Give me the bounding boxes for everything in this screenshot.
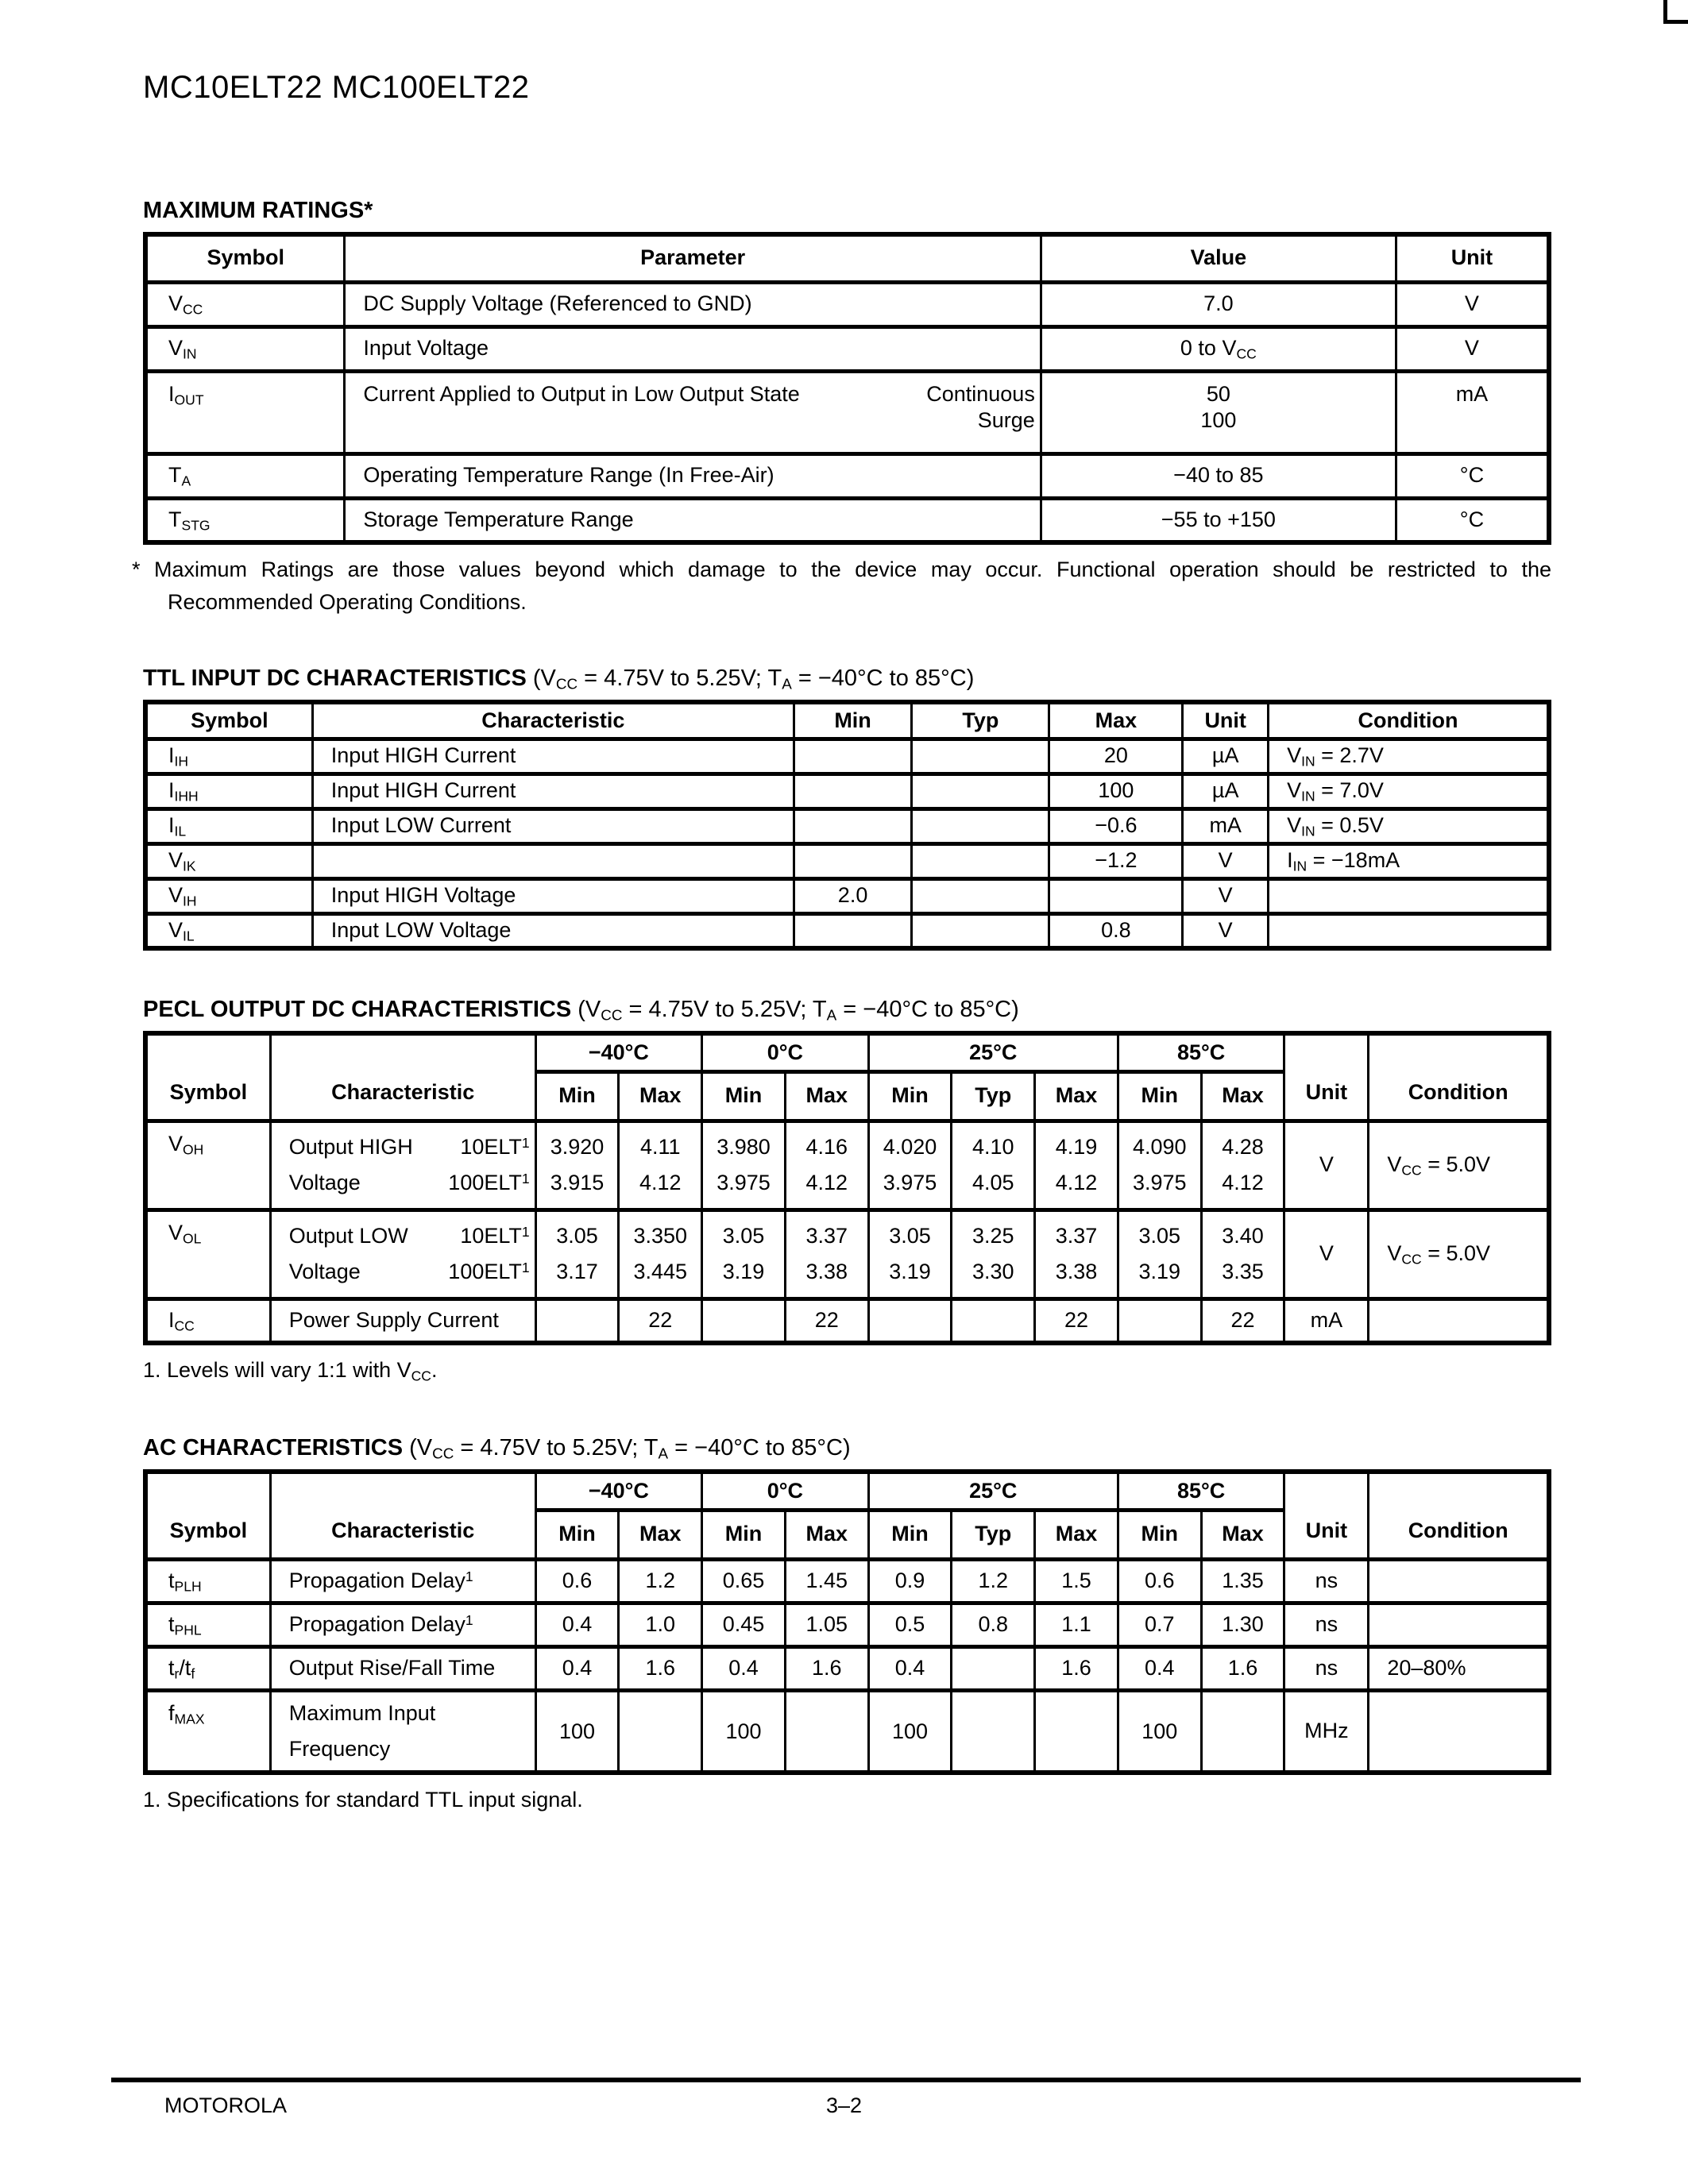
cell: 50 100 <box>1041 371 1396 453</box>
column-header: Max <box>1035 1510 1118 1559</box>
cell <box>794 774 911 808</box>
column-header: Characteristic <box>312 702 794 739</box>
cell: 4.090 3.975 <box>1118 1121 1201 1210</box>
section-heading-pecl-output-dc <box>143 997 1551 1023</box>
cell: 1.2 <box>619 1559 702 1603</box>
cell: 0.4 <box>535 1603 619 1646</box>
cell: $I_{OUT}$ <box>145 371 345 453</box>
table-row <box>145 1603 1549 1646</box>
footer-page-number: 3–2 <box>825 2093 863 2117</box>
cell <box>535 1298 619 1343</box>
cell: Output Rise/Fall Time <box>270 1646 535 1690</box>
column-header: Max <box>785 1071 868 1121</box>
column-header: Min <box>868 1071 952 1121</box>
cell: V <box>1284 1121 1369 1210</box>
cell: 1.6 <box>1201 1646 1284 1690</box>
cell <box>912 774 1049 808</box>
temp-group-header: 25°C <box>868 1033 1118 1071</box>
temp-group-header: 85°C <box>1118 1033 1284 1071</box>
table-row <box>145 1033 1549 1071</box>
column-header: Characteristic <box>270 1033 535 1121</box>
cell: $V_{IK}$ <box>145 843 312 878</box>
cell: Input LOW Voltage <box>312 913 794 948</box>
table <box>143 1031 1551 1345</box>
cell: −55 to +150 <box>1041 498 1396 542</box>
cell: Maximum Input Frequency <box>270 1690 535 1773</box>
cell: 0.45 <box>702 1603 786 1646</box>
cell <box>1201 1690 1284 1773</box>
heading-bold: PECL OUTPUT DC CHARACTERISTICS <box>143 997 572 1023</box>
cell: 0.8 <box>1049 913 1183 948</box>
cell: Input LOW Current <box>312 808 794 843</box>
temp-group-header: 0°C <box>702 1033 869 1071</box>
cell: 1.6 <box>1035 1646 1118 1690</box>
column-header: Max <box>1201 1510 1284 1559</box>
cell: 1.2 <box>952 1559 1035 1603</box>
cell: $V_{IN}$ <box>145 326 345 371</box>
cell: 4.28 4.12 <box>1201 1121 1284 1210</box>
cell: V <box>1284 1210 1369 1298</box>
cell: °C <box>1396 498 1549 542</box>
cell: ns <box>1284 1646 1369 1690</box>
column-header: Symbol <box>145 1033 270 1121</box>
cell <box>794 843 911 878</box>
cell <box>1369 1559 1549 1603</box>
cell <box>619 1690 702 1773</box>
cell: 3.25 3.30 <box>952 1210 1035 1298</box>
cell: Propagation Delay$^1$ <box>270 1603 535 1646</box>
cell: mA <box>1183 808 1269 843</box>
footer-rule <box>111 2078 1581 2082</box>
cell: 100 <box>535 1690 619 1773</box>
cell: $V_{CC} = 5.0V$ <box>1369 1210 1549 1298</box>
table-row <box>145 1121 1549 1210</box>
cell: 0.9 <box>868 1559 952 1603</box>
cell: 0.7 <box>1118 1603 1201 1646</box>
cell: $t_r/t_f$ <box>145 1646 270 1690</box>
cell: 1.5 <box>1035 1559 1118 1603</box>
cell <box>794 913 911 948</box>
maximum-ratings-footnote <box>132 556 1551 616</box>
cell: 4.16 4.12 <box>785 1121 868 1210</box>
cell: 20–80% <box>1369 1646 1549 1690</box>
cell: 0.6 <box>535 1559 619 1603</box>
cell: 1.0 <box>619 1603 702 1646</box>
table-row <box>145 1210 1549 1298</box>
cell: Input HIGH Current <box>312 774 794 808</box>
section-heading-ttl-input-dc <box>143 666 1551 692</box>
cell: 100 <box>1118 1690 1201 1773</box>
cell: Output LOW 10ELT$^1$ Voltage 100ELT$^1$ <box>270 1210 535 1298</box>
cell: 0.4 <box>535 1646 619 1690</box>
section-heading-ac-characteristics <box>143 1435 1551 1461</box>
heading-bold: AC CHARACTERISTICS <box>143 1435 404 1461</box>
cell <box>912 913 1049 948</box>
cell: Operating Temperature Range (In Free-Air) <box>345 453 1041 498</box>
corner-crop-mark <box>1663 0 1688 24</box>
cell: Propagation Delay$^1$ <box>270 1559 535 1603</box>
cell: 0 to $V_{CC}$ <box>1041 326 1396 371</box>
temp-group-header: −40°C <box>535 1472 702 1510</box>
cell: 22 <box>785 1298 868 1343</box>
cell: 22 <box>619 1298 702 1343</box>
cell: 3.980 3.975 <box>702 1121 786 1210</box>
cell: 100 <box>868 1690 952 1773</box>
column-header: Value <box>1041 234 1396 282</box>
cell: $f_{MAX}$ <box>145 1690 270 1773</box>
cell: 1.6 <box>619 1646 702 1690</box>
cell <box>1049 878 1183 913</box>
cell: Output HIGH 10ELT$^1$ Voltage 100ELT$^1$ <box>270 1121 535 1210</box>
cell: V <box>1183 913 1269 948</box>
cell: 4.11 4.12 <box>619 1121 702 1210</box>
column-header: Min <box>535 1510 619 1559</box>
cell <box>785 1690 868 1773</box>
cell <box>1369 1690 1549 1773</box>
cell: −0.6 <box>1049 808 1183 843</box>
maximum-ratings-table <box>143 232 1551 545</box>
cell <box>1118 1298 1201 1343</box>
column-header: Unit <box>1284 1472 1369 1559</box>
temp-group-header: 0°C <box>702 1472 869 1510</box>
column-header: Typ <box>952 1071 1035 1121</box>
table-row <box>145 878 1549 913</box>
cell: $t_{PLH}$ <box>145 1559 270 1603</box>
cell: Power Supply Current <box>270 1298 535 1343</box>
table-row <box>145 1472 1549 1510</box>
table-row <box>145 234 1549 282</box>
cell: 0.4 <box>1118 1646 1201 1690</box>
temp-group-header: 25°C <box>868 1472 1118 1510</box>
cell: $I_{CC}$ <box>145 1298 270 1343</box>
cell: 0.4 <box>868 1646 952 1690</box>
cell: $I_{IL}$ <box>145 808 312 843</box>
ac-footnote: 1. Specifications for standard TTL input signal. <box>143 1788 583 1812</box>
cell: $V_{OH}$ <box>145 1121 270 1210</box>
cell <box>912 808 1049 843</box>
cell: $T_A$ <box>145 453 345 498</box>
cell: 4.19 4.12 <box>1035 1121 1118 1210</box>
heading-bold: MAXIMUM RATINGS* <box>143 198 373 223</box>
column-header: Unit <box>1396 234 1549 282</box>
cell <box>1035 1690 1118 1773</box>
table <box>143 700 1551 951</box>
ac-characteristics-table <box>143 1469 1551 1775</box>
cell: 0.4 <box>702 1646 786 1690</box>
column-header: Symbol <box>145 234 345 282</box>
column-header: Max <box>1035 1071 1118 1121</box>
cell: 3.05 3.19 <box>868 1210 952 1298</box>
table-row <box>145 843 1549 878</box>
heading-condition: ($V_{CC} = 4.75V$ to 5.25V; $T_A = -40^\circ C$ to 85°C) <box>571 997 1019 1024</box>
cell: 0.5 <box>868 1603 952 1646</box>
cell: 22 <box>1201 1298 1284 1343</box>
cell: $V_{OL}$ <box>145 1210 270 1298</box>
cell: $T_{STG}$ <box>145 498 345 542</box>
cell: 3.40 3.35 <box>1201 1210 1284 1298</box>
cell: $I_{IH}$ <box>145 739 312 774</box>
column-header: Min <box>794 702 911 739</box>
cell: µA <box>1183 774 1269 808</box>
cell: DC Supply Voltage (Referenced to GND) <box>345 282 1041 326</box>
table-row <box>145 1646 1549 1690</box>
column-header: Condition <box>1369 1472 1549 1559</box>
pecl-footnote: 1. Levels will vary 1:1 with $V_{CC}$. <box>143 1358 438 1384</box>
cell: 0.8 <box>952 1603 1035 1646</box>
cell: 3.37 3.38 <box>785 1210 868 1298</box>
cell: 1.1 <box>1035 1603 1118 1646</box>
cell: $I_{IHH}$ <box>145 774 312 808</box>
footnote-line-1: * Maximum Ratings are those values beyond which damage to the device may occur. Functional operation should be restricted to the <box>132 558 1551 581</box>
cell: 1.30 <box>1201 1603 1284 1646</box>
temp-group-header: −40°C <box>535 1033 702 1071</box>
cell: 3.05 3.17 <box>535 1210 619 1298</box>
ttl-input-dc-table <box>143 700 1551 951</box>
column-header: Symbol <box>145 1472 270 1559</box>
table-row <box>145 1690 1549 1773</box>
table <box>143 232 1551 545</box>
column-header: Min <box>1118 1071 1201 1121</box>
cell <box>1369 1603 1549 1646</box>
cell: 22 <box>1035 1298 1118 1343</box>
cell: 1.45 <box>785 1559 868 1603</box>
table-row <box>145 282 1549 326</box>
table-row <box>145 702 1549 739</box>
column-header: Typ <box>952 1510 1035 1559</box>
cell: $V_{IN} = 2.7V$ <box>1269 739 1549 774</box>
cell: 3.920 3.915 <box>535 1121 619 1210</box>
cell: 1.35 <box>1201 1559 1284 1603</box>
cell: 100 <box>702 1690 786 1773</box>
column-header: Max <box>1201 1071 1284 1121</box>
column-header: Max <box>619 1510 702 1559</box>
temp-group-header: 85°C <box>1118 1472 1284 1510</box>
cell <box>912 878 1049 913</box>
table-row <box>145 913 1549 948</box>
column-header: Typ <box>912 702 1049 739</box>
column-header: Unit <box>1183 702 1269 739</box>
cell: 1.05 <box>785 1603 868 1646</box>
cell: $V_{IH}$ <box>145 878 312 913</box>
footer-brand: MOTOROLA <box>164 2093 288 2117</box>
column-header: Min <box>702 1071 786 1121</box>
heading-condition: ($V_{CC} = 4.75V$ to 5.25V; $T_A = -40^\circ C$ to 85°C) <box>526 666 975 693</box>
page-title: MC10ELT22 MC100ELT22 <box>143 70 530 105</box>
column-header: Min <box>1118 1510 1201 1559</box>
cell: mA <box>1284 1298 1369 1343</box>
cell: 4.10 4.05 <box>952 1121 1035 1210</box>
cell: 0.6 <box>1118 1559 1201 1603</box>
cell <box>1369 1298 1549 1343</box>
cell <box>312 843 794 878</box>
cell: ns <box>1284 1559 1369 1603</box>
heading-bold: TTL INPUT DC CHARACTERISTICS <box>143 666 527 692</box>
cell: Input HIGH Current <box>312 739 794 774</box>
cell <box>794 739 911 774</box>
cell: 3.05 3.19 <box>1118 1210 1201 1298</box>
cell: 3.05 3.19 <box>702 1210 786 1298</box>
cell: ns <box>1284 1603 1369 1646</box>
table-row <box>145 774 1549 808</box>
cell: $I_{IN} = -18mA$ <box>1269 843 1549 878</box>
table-row <box>145 739 1549 774</box>
column-header: Parameter <box>345 234 1041 282</box>
table <box>143 1469 1551 1775</box>
table-row <box>145 371 1549 453</box>
section-heading-maximum-ratings <box>143 198 1551 224</box>
pecl-output-dc-table <box>143 1031 1551 1345</box>
cell: Input Voltage <box>345 326 1041 371</box>
table-row <box>145 1559 1549 1603</box>
column-header: Min <box>702 1510 786 1559</box>
cell: 4.020 3.975 <box>868 1121 952 1210</box>
cell <box>1269 878 1549 913</box>
cell <box>868 1298 952 1343</box>
cell: 7.0 <box>1041 282 1396 326</box>
cell: 3.37 3.38 <box>1035 1210 1118 1298</box>
cell: 2.0 <box>794 878 911 913</box>
cell: $V_{CC}$ <box>145 282 345 326</box>
cell: 100 <box>1049 774 1183 808</box>
table-row <box>145 808 1549 843</box>
page-content <box>132 0 1551 1814</box>
cell: Input HIGH Voltage <box>312 878 794 913</box>
cell: µA <box>1183 739 1269 774</box>
cell <box>912 843 1049 878</box>
cell <box>952 1298 1035 1343</box>
cell: 20 <box>1049 739 1183 774</box>
column-header: Condition <box>1269 702 1549 739</box>
cell: $V_{IN} = 7.0V$ <box>1269 774 1549 808</box>
cell <box>952 1690 1035 1773</box>
cell: °C <box>1396 453 1549 498</box>
cell: V <box>1396 326 1549 371</box>
footnote-line-2: Recommended Operating Conditions. <box>168 590 527 615</box>
column-header: Condition <box>1369 1033 1549 1121</box>
cell: mA <box>1396 371 1549 453</box>
table-row <box>145 453 1549 498</box>
cell: MHz <box>1284 1690 1369 1773</box>
cell <box>794 808 911 843</box>
column-header: Unit <box>1284 1033 1369 1121</box>
column-header: Characteristic <box>270 1472 535 1559</box>
column-header: Min <box>868 1510 952 1559</box>
cell: V <box>1183 878 1269 913</box>
cell: 0.65 <box>702 1559 786 1603</box>
cell: Storage Temperature Range <box>345 498 1041 542</box>
table-row <box>145 1298 1549 1343</box>
heading-condition: ($V_{CC} = 4.75V$ to 5.25V; $T_A = -40^\circ C$ to 85°C) <box>403 1435 851 1462</box>
cell: 1.6 <box>785 1646 868 1690</box>
table-row <box>145 326 1549 371</box>
cell: $V_{IL}$ <box>145 913 312 948</box>
cell: $t_{PHL}$ <box>145 1603 270 1646</box>
cell: V <box>1183 843 1269 878</box>
cell: −1.2 <box>1049 843 1183 878</box>
column-header: Symbol <box>145 702 312 739</box>
cell: $V_{IN} = 0.5V$ <box>1269 808 1549 843</box>
column-header: Max <box>619 1071 702 1121</box>
cell <box>702 1298 786 1343</box>
column-header: Max <box>1049 702 1183 739</box>
column-header: Min <box>535 1071 619 1121</box>
cell: V <box>1396 282 1549 326</box>
cell <box>1269 913 1549 948</box>
cell: 3.350 3.445 <box>619 1210 702 1298</box>
cell: −40 to 85 <box>1041 453 1396 498</box>
cell <box>952 1646 1035 1690</box>
cell <box>912 739 1049 774</box>
cell: $V_{CC} = 5.0V$ <box>1369 1121 1549 1210</box>
table-row <box>145 498 1549 542</box>
column-header: Max <box>785 1510 868 1559</box>
cell: Current Applied to Output in Low Output State Continuous Surge <box>345 371 1041 453</box>
